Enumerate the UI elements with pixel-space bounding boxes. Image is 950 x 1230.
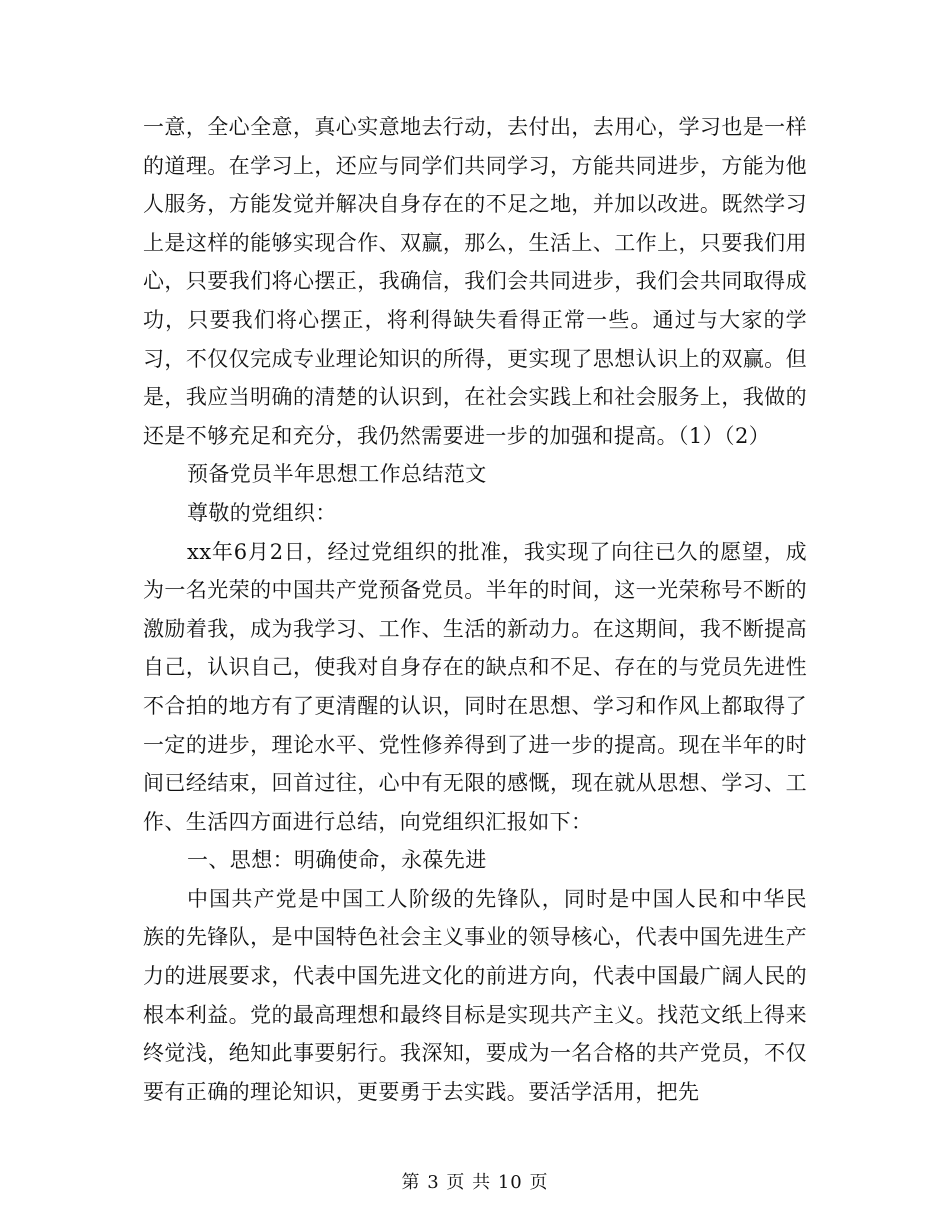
document-body — [143, 108, 807, 1111]
body-paragraph-continued: 一意，全心全意，真心实意地去行动，去付出，去用心，学习也是一样的道理。在学习上，还应与同学们共同学习，方能共同进步，方能为他人服务，方能发觉并解决自身存在的不足之地，并加以改进。既然学习上是这样的能够实现合作、双赢，那么，生活上、工作上，只要我们用心，只要我们将心摆正，我确信，我们会共同进步，我们会共同取得成功，只要我们将心摆正，将利得缺失看得正常一些。通过与大家的学习，不仅仅完成专业理论知识的所得，更实现了思想认识上的双赢。但是，我应当明确的清楚的认识到，在社会实践上和社会服务上，我做的还是不够充足和充分，我仍然需要进一步的加强和提高。（1）（2） — [143, 115, 807, 448]
body-paragraph-intro: xx年6月2日，经过党组织的批准，我实现了向往已久的愿望，成为一名光荣的中国共产党预备党员。半年的时间，这一光荣称号不断的激励着我，成为我学习、工作、生活的新动力。在这期间，我不断提高自己，认识自己，使我对自身存在的缺点和不足、存在的与党员先进性不合拍的地方有了更清醒的认识，同时在思想、学习和作风上都取得了一定的进步，理论水平、党性修养得到了进一步的提高。现在半年的时间已经结束，回首过往，心中有无限的感慨，现在就从思想、学习、工作、生活四方面进行总结，向党组织汇报如下： — [143, 539, 807, 834]
salutation: 尊敬的党组织： — [187, 500, 337, 525]
essay-title: 预备党员半年思想工作总结范文 — [187, 462, 487, 487]
body-paragraph-thought: 中国共产党是中国工人阶级的先锋队，同时是中国人民和中华民族的先锋队，是中国特色社会主义事业的领导核心，代表中国先进生产力的进展要求，代表中国先进文化的前进方向，代表中国最广阔人民的根本利益。党的最高理想和最终目标是实现共产主义。找范文纸上得来终觉浅，绝知此事要躬行。我深知，要成为一名合格的共产党员，不仅要有正确的理论知识，更要勇于去实践。要活学活用，把先 — [143, 886, 807, 1104]
page-number-footer: 第 3 页 共 10 页 — [401, 1172, 549, 1193]
section-heading-thought: 一、思想：明确使命，永葆先进 — [187, 848, 487, 873]
